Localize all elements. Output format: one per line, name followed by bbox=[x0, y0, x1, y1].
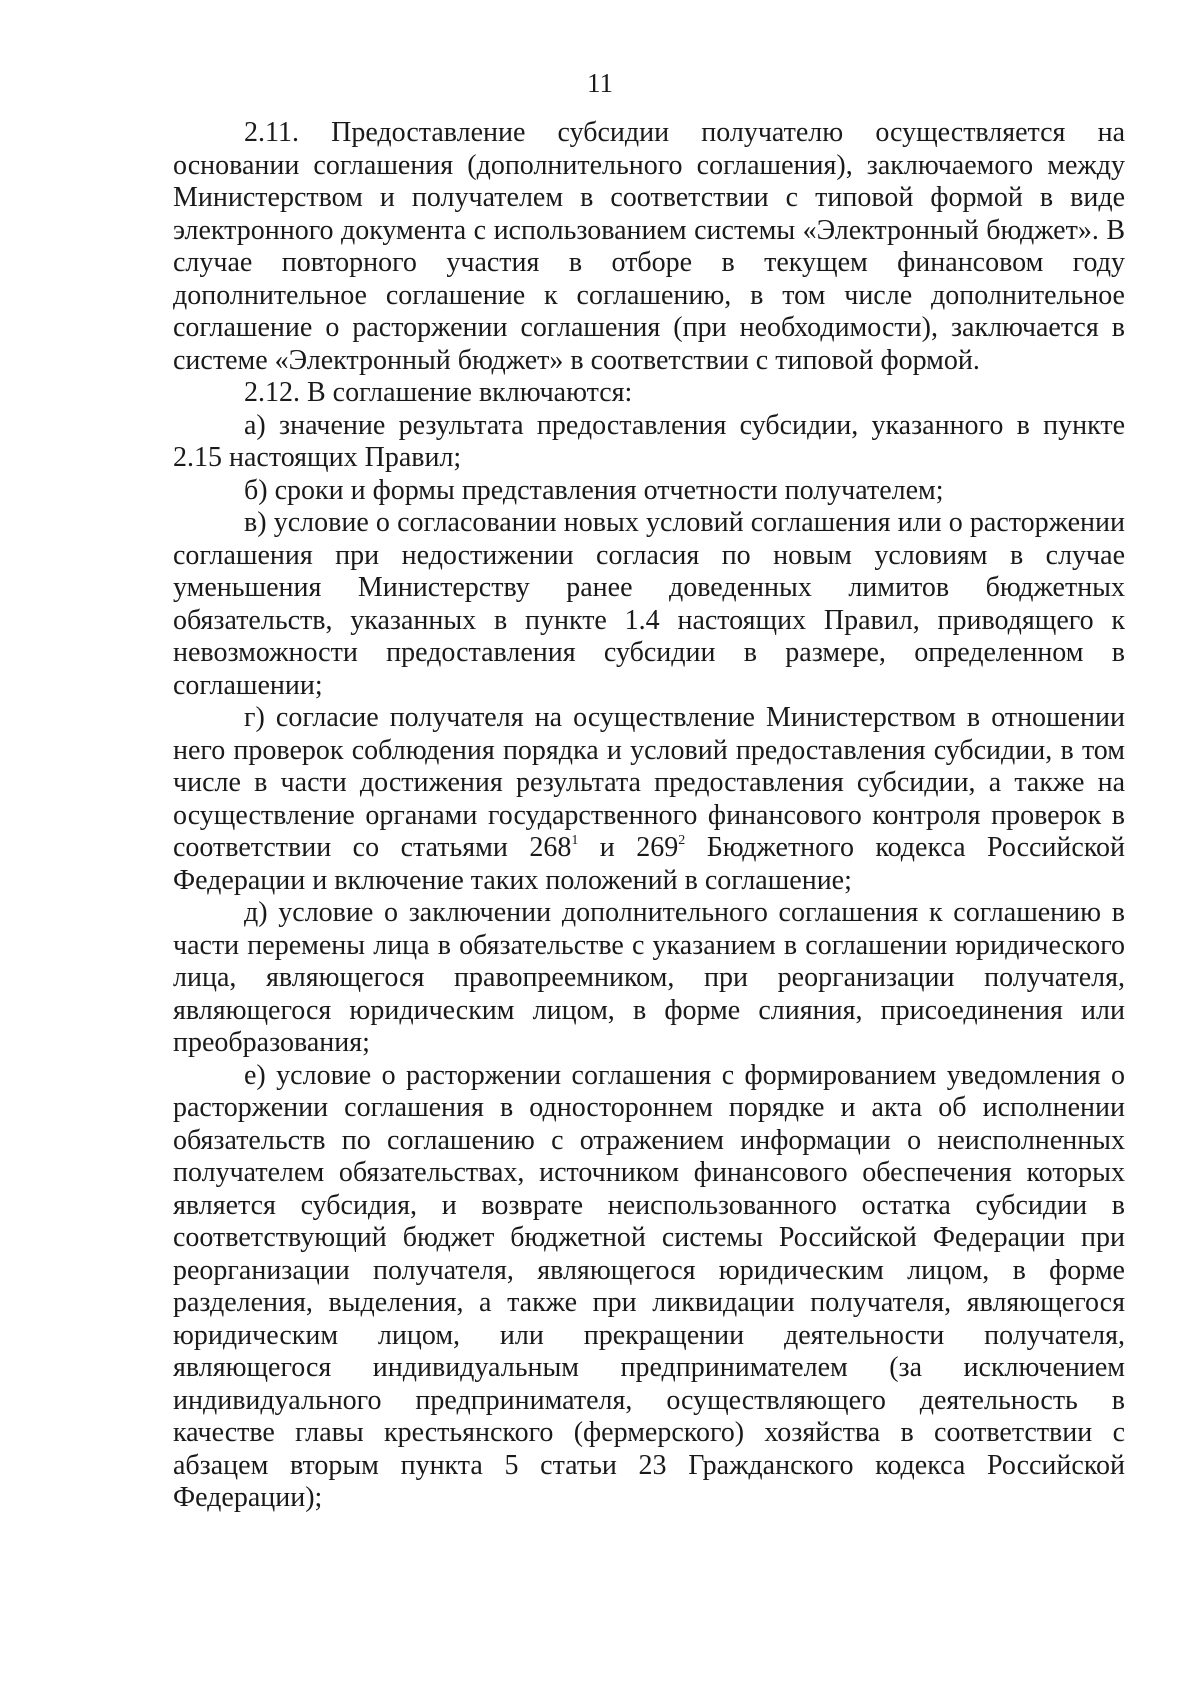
superscript-1: 1 bbox=[571, 833, 579, 848]
paragraph-2-12: 2.12. В соглашение включаются: bbox=[244, 377, 633, 408]
list-item-g-text-2: и 269 bbox=[578, 832, 679, 863]
page-number: 11 bbox=[587, 68, 613, 98]
document-body bbox=[173, 117, 1125, 1515]
list-item-g bbox=[173, 702, 1125, 897]
list-item-g-text-3: Бюджетного кодекса Российской Федерации и включение таких положений в соглашение; bbox=[173, 832, 1126, 896]
superscript-2: 2 bbox=[678, 833, 686, 848]
list-item-e: е) условие о расторжении соглашения с формированием уведомления о расторжении соглашения в одностороннем порядке и акта об исполнении обязательств по соглашению с отражением информации о неисполненных получателем обязательствах, источником финансового обеспечения которых является субсидия, и возврате неиспользованного остатка субсидии в соответствующий бюджет бюджетной системы Российской Федерации при реорганизации получателя, являющегося юридическим лицом, в форме разделения, выделения, а также при ликвидации получателя, являющегося юридическим лицом, или прекращении деятельности получателя, являющегося индивидуальным предпринимателем (за исключением индивидуального предпринимателя, осуществляющего деятельность в качестве главы крестьянского (фермерского) хозяйства в соответствии с абзацем вторым пункта 5 статьи 23 Гражданского кодекса Российской Федерации); bbox=[173, 1059, 1125, 1513]
paragraph-2-11: 2.11. Предоставление субсидии получателю осуществляется на основании соглашения (дополнительного соглашения), заключаемого между Министерством и получателем в соответствии с типовой формой в виде электронного документа с использованием системы «Электронный бюджет». В случае повторного участия в отборе в текущем финансовом году дополнительное соглашение к соглашению, в том числе дополнительное соглашение о расторжении соглашения (при необходимости), заключается в системе «Электронный бюджет» в соответствии с типовой формой. bbox=[173, 117, 1125, 376]
list-item-v: в) условие о согласовании новых условий соглашения или о расторжении соглашения при недостижении согласия по новым условиям в случае уменьшения Министерству ранее доведенных лимитов бюджетных обязательств, указанных в пункте 1.4 настоящих Правил, приводящего к невозможности предоставления субсидии в размере, определенном в соглашении; bbox=[173, 507, 1125, 701]
list-item-b: б) сроки и формы представления отчетности получателем; bbox=[244, 474, 944, 506]
list-item-g-text-1: г) согласие получателя на осуществление Министерством в отношении него проверок соблюдения порядка и условий предоставления субсидии, в том числе в части достижения результата предоставления субсидии, а также на осуществление органами государственного финансового контроля проверок в соответствии со статьями 268 bbox=[173, 702, 1125, 863]
list-item-a: а) значение результата предоставления субсидии, указанного в пункте 2.15 настоящих Правил; bbox=[173, 409, 1125, 473]
list-item-d: д) условие о заключении дополнительного соглашения к соглашению в части перемены лица в обязательстве с указанием в соглашении юридического лица, являющегося правопреемником, при реорганизации получателя, являющегося юридическим лицом, в форме слияния, присоединения или преобразования; bbox=[173, 897, 1125, 1058]
